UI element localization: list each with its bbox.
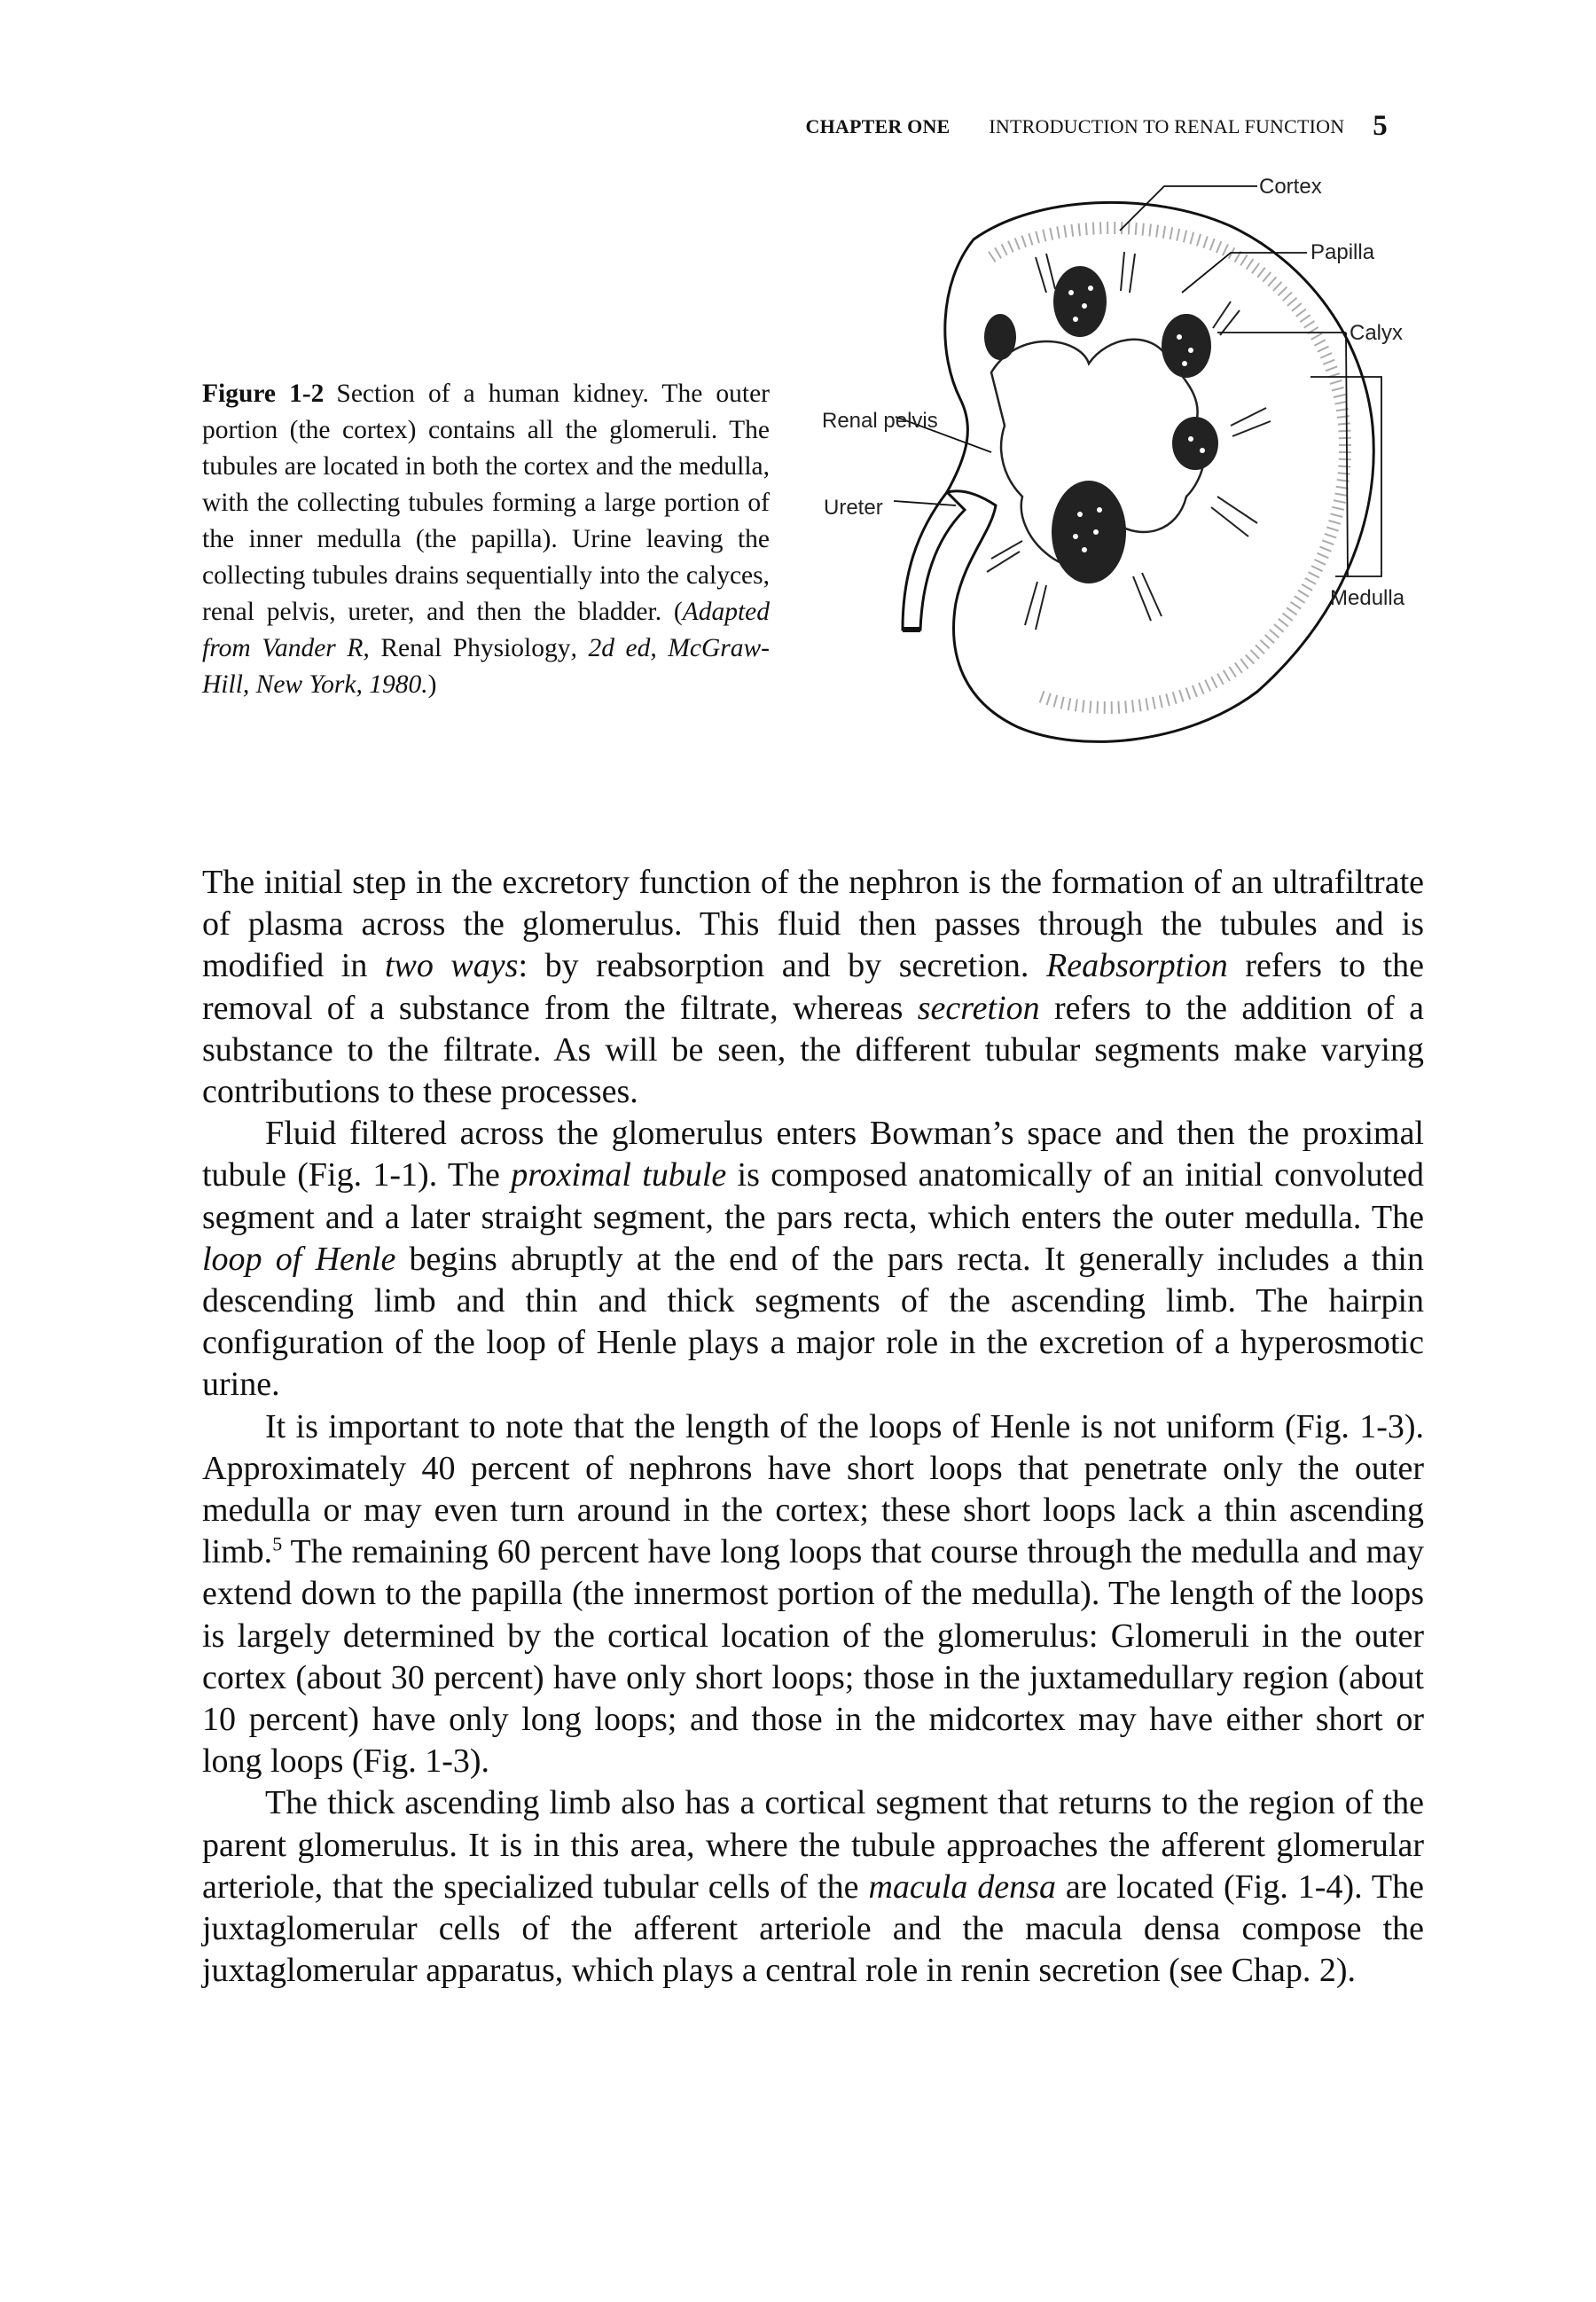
figure-caption: Figure 1-2 Section of a human kidney. The outer portion (the cortex) contains all the glomeruli. The tubules are located in both the cortex and the medulla, with the collecting tubules forming a large portion of the inner medulla (the papilla). Urine leaving the collecting tubules drains sequentially into the calyces, renal pelvis, ureter, and then the bladder. (Adapted from Vander R, Renal Physiology, 2d ed, McGraw-Hill, New York, 1980.) — [202, 380, 771, 699]
label-renal-pelvis: Renal pelvis — [822, 409, 938, 433]
kidney-section-illustration — [814, 160, 1435, 771]
figure-caption-book: Renal Physiology — [380, 634, 571, 662]
figure-caption-edition: , 2d ed, McGraw-Hill, New York, 1980. — [202, 634, 771, 699]
paragraph-2: Fluid filtered across the glomerulus enters Bowman’s space and then the proximal tubule (Fig. 1-1). The proximal tubule is composed anatomically of an initial convoluted segment and a later straight segment, the pars recta, which enters the outer medulla. The loop of Henle begins abruptly at the end of the pars recta. It generally includes a thin descending limb and thin and thick segments of the ascending limb. The hairpin configuration of the loop of Henle plays a major role in the excretion of a hyperosmotic urine. — [202, 1115, 1424, 1404]
paragraph-3: It is important to note that the length of the loops of Henle is not uniform (Fig. 1-3). Approximately 40 percent of nephrons have short loops that penetrate only the outer medulla or may even turn around in the cortex; these short loops lack a thin ascending limb.$^5$ The remaining 60 percent have long loops that course through the medulla and may extend down to the papilla (the innermost portion of the medulla). The length of the loops is largely determined by the cortical location of the glomerulus: Glomeruli in the outer cortex (about 30 percent) have only short loops; those in the juxtamedullary region (about 10 percent) have only long loops; and those in the midcortex may have either short or long loops (Fig. 1-3). — [202, 1407, 1424, 1781]
figure-caption-text: Section of a human kidney. The outer portion (the cortex) contains all the glomeruli. The tubules are located in both the cortex and the medulla, with the collecting tubules forming a large portion of the inner medulla (the papilla). Urine leaving the collecting tubules drains sequentially into the calyces, renal pelvis, ureter, and then the bladder. ( — [202, 380, 770, 626]
running-header — [763, 110, 1388, 143]
pyramids — [984, 266, 1218, 583]
chapter-title: INTRODUCTION TO RENAL FUNCTION — [989, 115, 1345, 137]
footnote-ref: 5 — [272, 1532, 283, 1555]
label-calyx: Calyx — [1350, 321, 1404, 345]
kidney-outline — [945, 202, 1373, 741]
figure-caption-label: Figure 1-2 — [202, 380, 325, 408]
chapter-label: CHAPTER ONE — [805, 115, 951, 137]
page-number: 5 — [1373, 110, 1388, 142]
label-ureter: Ureter — [824, 496, 883, 520]
kidney-section-figure — [814, 160, 1435, 771]
paragraph-4: The thick ascending limb also has a cortical segment that returns to the region of the parent glomerulus. It is in this area, where the tubule approaches the afferent glomerular arteriole, that the specialized tubular cells of the macula densa are located (Fig. 1-4). The juxtaglomerular cells of the afferent arteriole and the macula densa compose the juxtaglomerular apparatus, which plays a central role in renin secretion (see Chap. 2). — [202, 1784, 1424, 1990]
body-text — [202, 862, 1424, 1992]
cortex-band — [991, 228, 1345, 708]
leader-lines — [894, 186, 1381, 576]
paragraph-1: The initial step in the excretory function of the nephron is the formation of an ultrafiltrate of plasma across the glomerulus. This fluid then passes through the tubules and is modified in two ways: by reabsorption and by secretion. Reabsorption refers to the removal of a substance from the filtrate, whereas secretion refers to the addition of a substance to the filtrate. As will be seen, the different tubular segments make varying contributions to these processes. — [202, 864, 1425, 1111]
medulla-striations — [987, 252, 1271, 630]
label-cortex: Cortex — [1259, 175, 1322, 199]
figure-caption-source: Adapted from Vander R, — [202, 598, 770, 662]
label-medulla: Medulla — [1330, 586, 1405, 610]
label-papilla: Papilla — [1310, 240, 1375, 264]
